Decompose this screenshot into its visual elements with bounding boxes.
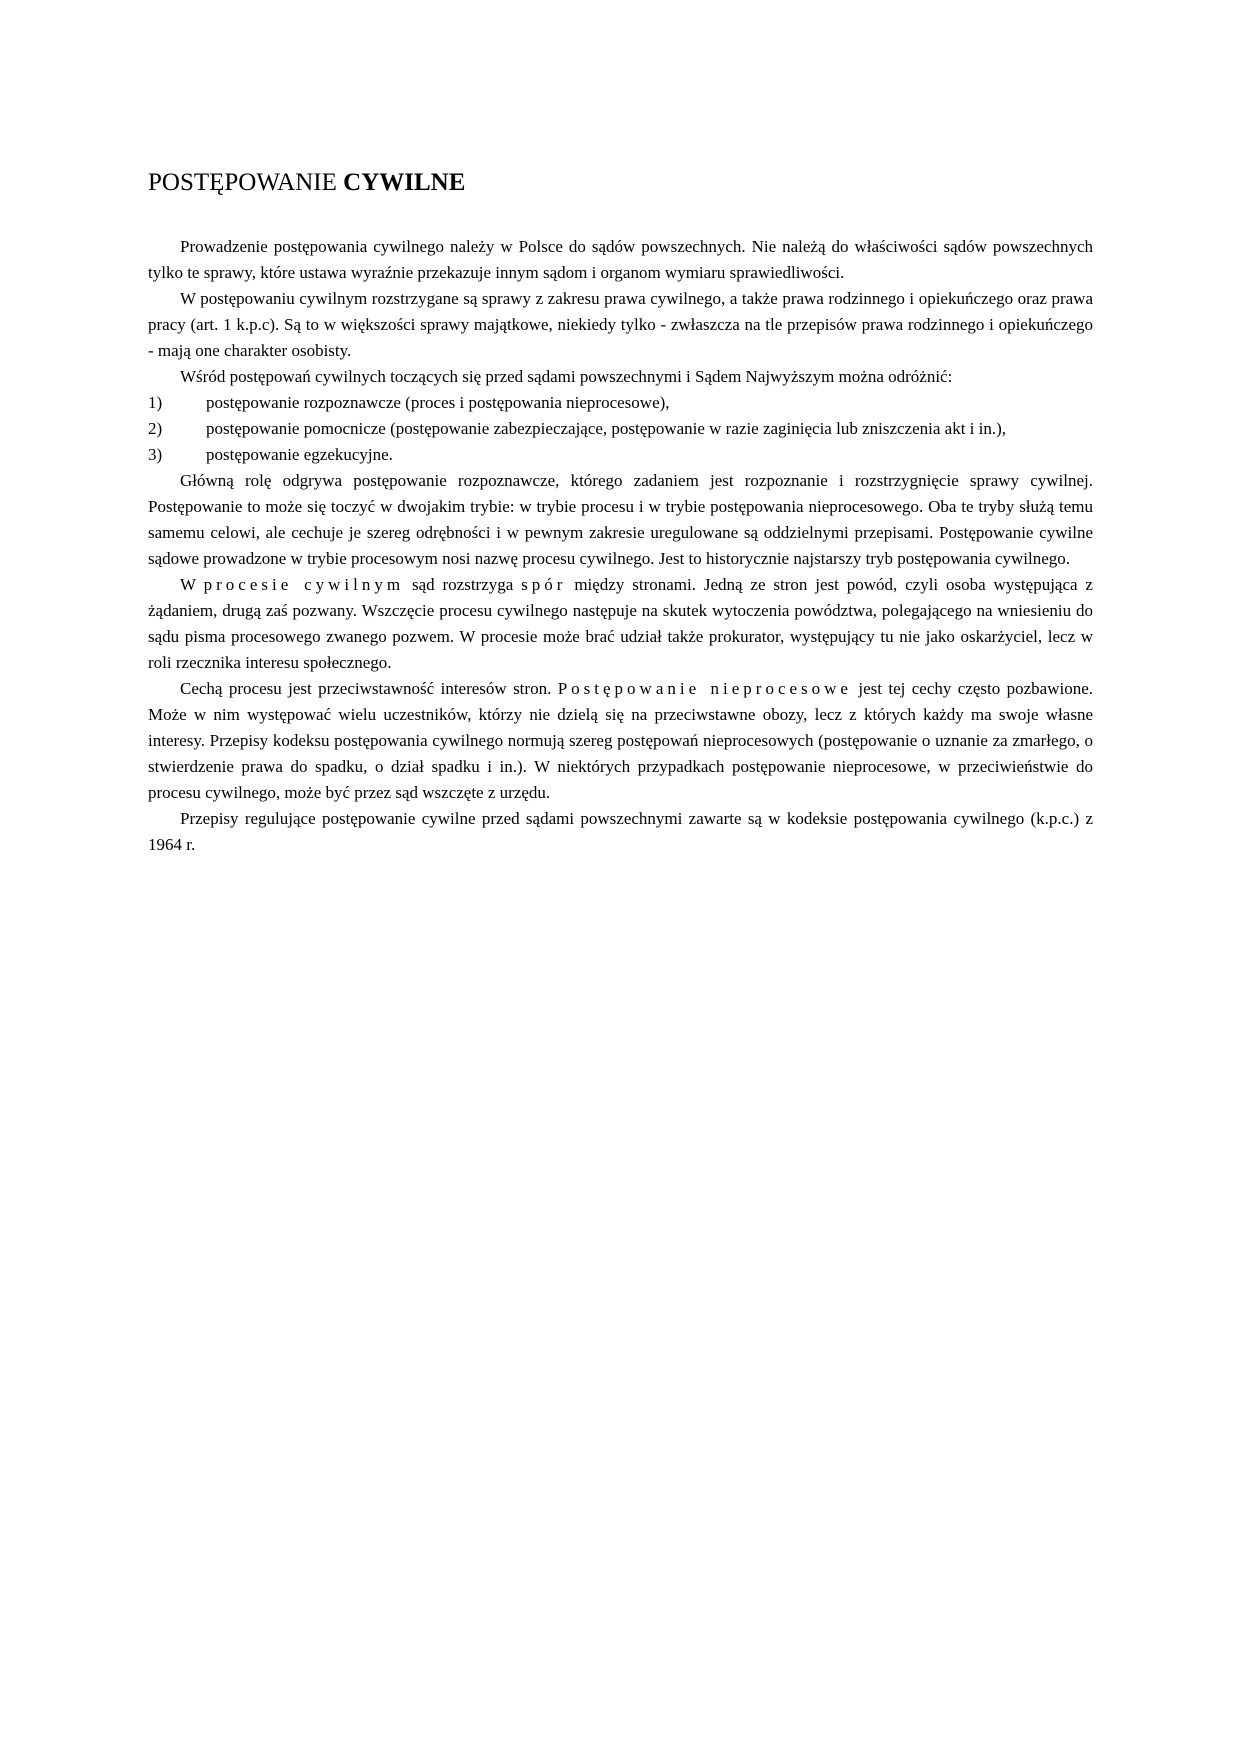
list-text: postępowanie egzekucyjne. [206,445,393,464]
paragraph-3: Wśród postępowań cywilnych toczących się przed sądami powszechnymi i Sądem Najwyższym można odróżnić: [180,367,953,386]
p5-spaced-term-1: procesie cywilnym [203,575,405,594]
paragraph-2: W postępowaniu cywilnym rozstrzygane są sprawy z zakresu prawa cywilnego, a także prawa rodzinnego i opiekuńczego oraz prawa pracy (art. 1 k.p.c). Są to w większości sprawy majątkowe, niekiedy tylko - zwłaszcza na tle przepisów prawa rodzinnego i opiekuńczego - mają one charakter osobisty. [148,289,1093,360]
title-normal: POSTĘPOWANIE [148,169,344,196]
list-number: 1) [148,393,163,412]
paragraph-7: Przepisy regulujące postępowanie cywilne przed sądami powszechnymi zawarte są w kodeksie postępowania cywilnego (k.p.c.) z 1964 r. [148,809,1093,854]
p5-part-a: W [180,575,204,594]
paragraph-6 [148,676,1093,806]
list-number: 3) [148,445,163,464]
list-item-3 [148,442,1093,468]
list-item-1 [148,390,1093,416]
list-text: postępowanie rozpoznawcze (proces i postępowania nieprocesowe), [206,393,670,412]
paragraph-1: Prowadzenie postępowania cywilnego należy w Polsce do sądów powszechnych. Nie należą do właściwości sądów powszechnych tylko te sprawy, które ustawa wyraźnie przekazuje innym sądom i organom wymiaru sprawiedliwości. [148,237,1093,282]
paragraph-5 [148,572,1093,676]
p5-part-e: między stronami. Jedną ze stron jest powód, czyli osoba występująca z żądaniem, drugą zaś pozwany. Wszczęcie procesu cywilnego następuje na skutek wytoczenia powództwa, polegającego na wniesieniu do sądu pisma procesowego zwanego pozwem. W procesie może brać udział także prokurator, występujący tu nie jako oskarżyciel, lecz w roli rzecznika interesu społecznego. [148,575,1093,672]
list-item-2 [148,416,1093,442]
p6-spaced-term: Postępowanie nieprocesowe [557,679,852,698]
title-strong: CYWILNE [343,169,466,196]
p6-part-a: Cechą procesu jest przeciwstawność interesów stron. [180,679,558,698]
p5-part-c: sąd rozstrzyga [404,575,522,594]
list-text: postępowanie pomocnicze (postępowanie zabezpieczające, postępowanie w razie zaginięcia lub zniszczenia akt i in.), [206,419,1007,438]
p6-part-c: jest tej cechy często pozbawione. Może w nim występować wielu uczestników, którzy nie dzielą się na przeciwstawne obozy, lecz z których każdy ma swoje własne interesy. Przepisy kodeksu postępowania cywilnego normują szereg postępowań nieprocesowych (postępowanie o uznanie za zmarłego, o stwierdzenie prawa do spadku, o dział spadku i in.). W niektórych przypadkach postępowanie nieprocesowe, w przeciwieństwie do procesu cywilnego, może być przez sąd wszczęte z urzędu. [148,679,1093,802]
document-page [148,166,1093,858]
list-number: 2) [148,419,163,438]
document-title [148,166,1093,200]
paragraph-4: Główną rolę odgrywa postępowanie rozpoznawcze, którego zadaniem jest rozpoznanie i rozstrzygnięcie sprawy cywilnej. Postępowanie to może się toczyć w dwojakim trybie: w trybie procesu i w trybie postępowania nieprocesowego. Oba te tryby służą temu samemu celowi, ale cechuje je szereg odrębności i w pewnym zakresie uregulowane są oddzielnymi przepisami. Postępowanie cywilne sądowe prowadzone w trybie procesowym nosi nazwę procesu cywilnego. Jest to historycznie najstarszy tryb postępowania cywilnego. [148,471,1093,568]
p5-spaced-term-2: spór [521,575,567,594]
